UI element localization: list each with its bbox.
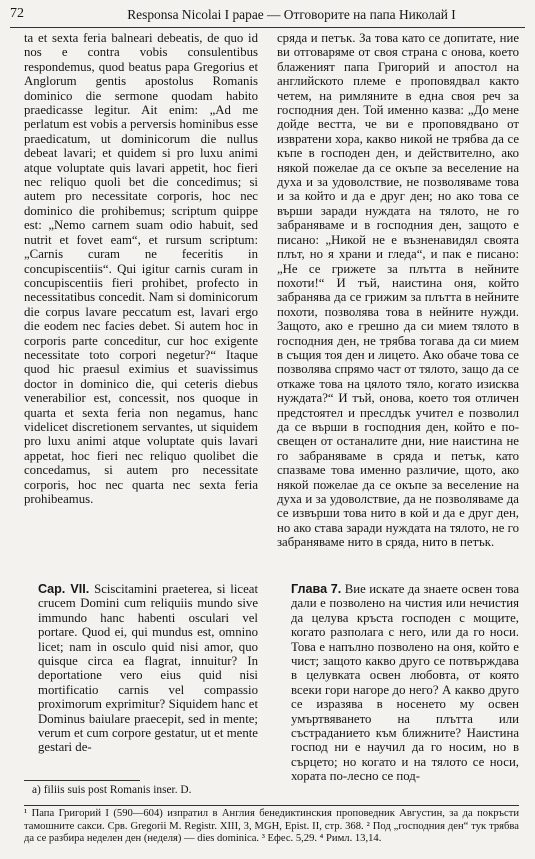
bulgarian-column-chapter	[277, 582, 519, 784]
chapter-heading-latin: Cap. VII.	[38, 582, 90, 596]
chapter-text-bulgarian: Вие искате да знаете освен това дали е позволено на чистия или нечистия да целува кръста господен с мощите, когато разполага с него, или да го носи. Това е напълно позволено на оня, който е чист; защото какво друго се потвърждава в целувката освен любовта, от която всеки гори нагоре до него? А какво друго се изразява в носенето му освен умъртвяването на плътта или състраданието към ближните? Наистина господ ни е научил да го носим, но в сърцето; но когато и на тялото се носи, хората по-лесно се под-	[291, 582, 519, 784]
bulgarian-paragraph: сряда и петък. За това като се допитате, ние ви отговаряме от своя страна с онова, което блаженият папа Григорий и апостол на английското племе е проповядвал както четем, на римляните в една своя реч за господния ден. Той именно казва: „До мене дойде вестта, че ви е проповядвано от извратени хора, какво никой не трябва да се къпе в господен ден, и действително, ако някой пожелае да се окъпе за веселение на духа и за удоволствие, не позволяваме това и за който и да е друг ден; но ако това се върши заради нуждата на тялото, не го забраняваме и в господния ден, защото е писано: „Никой не е възненавидял своята плът, но я храни и гледа“, и пак е писано: „Не се грижете за плътта в нейните похоти!“ И тъй, наистина оня, който забранява да се грижим за плътта в нейните похоти, позволява това в нейните нужди. Защото, ако е грешно да си мием тялото в господния ден, не трябва тогава да си мием в същия тоя ден и лицето. Ако обаче това се позволява спрямо част от тялото, защо да се откаже това на цялото тяло, когато изисква нуждата?“ И тъй, онова, което тоя отличен предстоятел и преслдък учител е позволил да се върши в господния ден, който е по-свещен от останалите дни, ние наистина не го забраняваме в сряда и петък, като спазваме това именно различие, щото, ако някой пожелае да се окъпе за веселение на духа и за удоволствие, да не позволяваме да се извърши това нито в кой и да е друг ден, но ако става заради нуждата на тялото, не го забраняваме нито в сряда, нито в петък.	[277, 31, 519, 550]
bulgarian-column-top	[277, 31, 519, 550]
page-header	[10, 6, 525, 26]
latin-column-chapter	[24, 582, 258, 755]
apparatus-note: filiis suis post Romanis inser. D.	[43, 784, 192, 796]
footnote-rule	[24, 805, 519, 806]
bulgarian-chapter-paragraph	[277, 582, 519, 784]
apparatus-rule	[24, 780, 140, 781]
latin-column-top	[24, 31, 258, 506]
running-head: Responsa Nicolai I papae — Отговорите на папа Николай I	[127, 7, 456, 22]
apparatus-marker: a)	[32, 784, 41, 796]
latin-paragraph: ta et sexta feria balneari debeatis, de quo id nos e contra vobis consulentibus respondemus, quod beatus papa Gregorius et Anglorum gentis apostolus Romanis dominico die sermone quodam habito praedicasse legitur. Ait enim: „Ad me perlatum est vobis a perversis hominibus esse praedicatum, ut dominicorum die nullus debeat lavari; et quidem si pro luxu animi atque voluptate quis lavari appetit, hoc fieri nec reliquo quoli bet die concedimus; si autem pro necessitate corporis, hoc nec dominico die prohibemus; scriptum quippe est: „Nemo carnem suam odio habuit, sed nutrit et fovet eam“, et rursum scriptum: „Carnis curam ne feceritis in concupiscentiis“. Qui igitur carnis curam in concupiscentiis fieri prohibet, profecto in necessitatibus concedit. Nam si dominicorum die corpus lavare peccatum est, lavari ergo die eodem nec facies debet. Si autem hoc in corporis parte conceditur, cur hoc exigente necessitate toto corpori negetur?“ Itaque quod hic praesul eximius et suavissimus doctor in dominico die, qui ceteris diebus venerabilior est, concessit, nos quoque in quarta et sexta feria non negamus, hanc videlicet discretionem servantes, ut siquidem pro luxu animi atque voluptate quis lavari appetat, hoc fieri nec reliquo quolibet die concedamus, si autem pro necessitate corporis, hoc nec quarta nec sexta feria prohibeamus.	[24, 31, 258, 506]
header-rule	[10, 27, 525, 28]
page-number: 72	[10, 6, 24, 21]
footnotes	[24, 808, 519, 846]
chapter-text-latin: Sciscitamini praeterea, si liceat crucem Domini cum reliquiis mundo sive immundo hanc habenti osculari vel portare. Quod ei, qui mundus est, omnino licet; nam in osculo quid nisi amor, quo quisque circa ea flagrat, innuitur? In deportatione vero eius quid nisi mortificatio carnis vel compassio proximorum exprimitur? Siquidem hanc et Dominus baiulare praecepit, sed in mente; verum et cum corpore gestatur, ut et mente gestari de-	[38, 582, 259, 755]
chapter-heading-bulgarian: Глава 7.	[291, 582, 342, 596]
footnote-text: ¹ Папа Григорий I (590—604) изпратил в Англия бенедиктинския проповедник Августин, за да покръсти тамошните сакси. Срв. Gregorii M. Registr. XIII, 3, MGH, Epist. II, стр. 368. ² Под „господния ден“ тук трябва да се разбира неделен ден (неделя) — dies dominica. ³ Ефес. 5,29. ⁴ Римл. 13,14.	[24, 808, 519, 845]
latin-chapter-paragraph	[24, 582, 258, 755]
critical-apparatus	[32, 784, 258, 796]
